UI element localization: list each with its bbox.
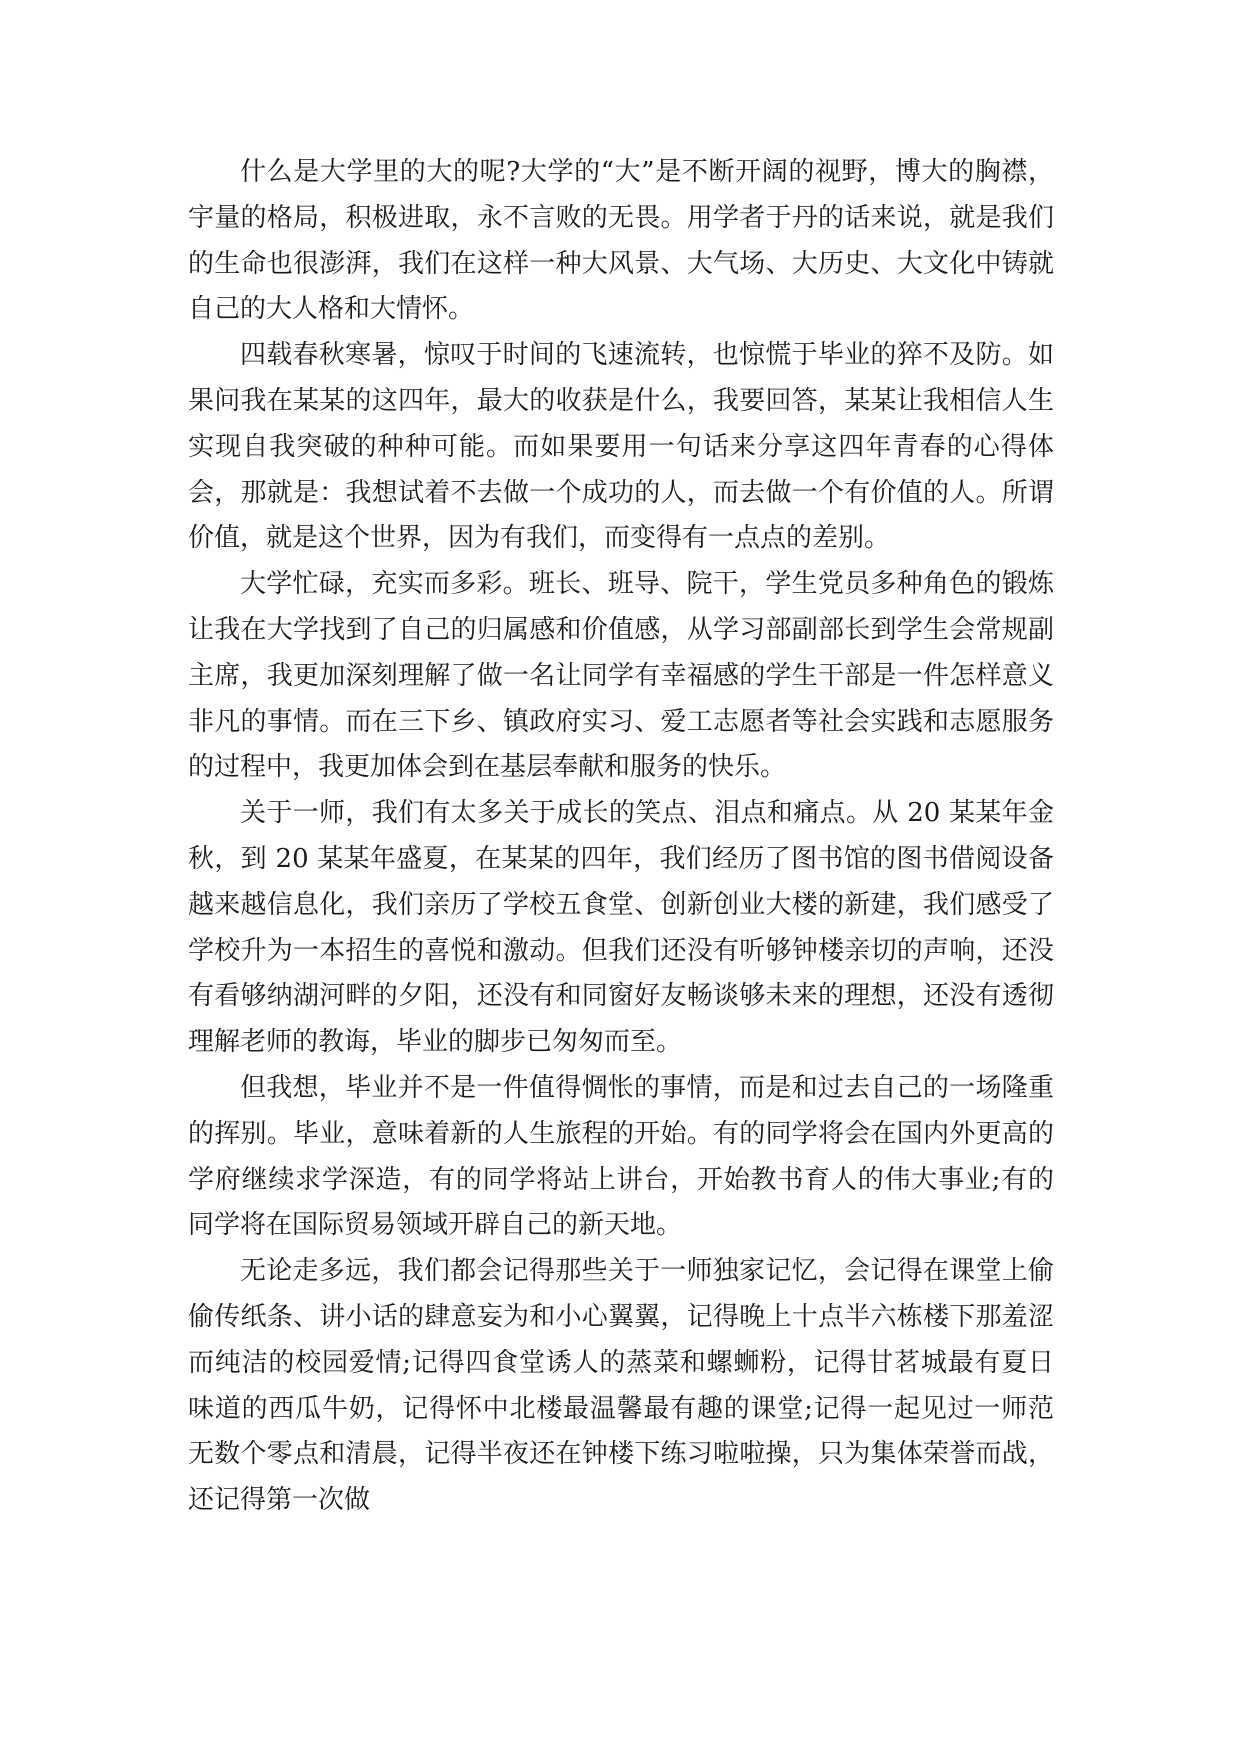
paragraph-5: 但我想，毕业并不是一件值得惆怅的事情，而是和过去自己的一场隆重的挥别。毕业，意味着新的人生旅程的开始。有的同学将会在国内外更高的学府继续求学深造，有的同学将站上讲台，开始教书育人的伟大事业;有的同学将在国际贸易领域开辟自己的新天地。 [188, 1072, 1054, 1241]
paragraph-6: 无论走多远，我们都会记得那些关于一师独家记忆，会记得在课堂上偷偷传纸条、讲小话的肆意妄为和小心翼翼，记得晚上十点半六栋楼下那羞涩而纯洁的校园爱情;记得四食堂诱人的蒸菜和螺蛳粉，记得甘茗城最有夏日味道的西瓜牛奶，记得怀中北楼最温馨最有趣的课堂;记得一起见过一师范无数个零点和清晨，记得半夜还在钟楼下练习啦啦操，只为集体荣誉而战，还记得第一次做 [188, 1256, 1054, 1516]
paragraph-4: 关于一师，我们有太多关于成长的笑点、泪点和痛点。从 20 某某年金秋，到 20 某某年盛夏，在某某的四年，我们经历了图书馆的图书借阅设备越来越信息化，我们亲历了学校五食堂、创新创业大楼的新建，我们感受了学校升为一本招生的喜悦和激动。但我们还没有听够钟楼亲切的声响，还没有看够纳湖河畔的夕阳，还没有和同窗好友畅谈够未来的理想，还没有透彻理解老师的教诲，毕业的脚步已匆匆而至。 [188, 798, 1054, 1058]
paragraph-3: 大学忙碌，充实而多彩。班长、班导、院干，学生党员多种角色的锻炼让我在大学找到了自己的归属感和价值感，从学习部副部长到学生会常规副主席，我更加深刻理解了做一名让同学有幸福感的学生干部是一件怎样意义非凡的事情。而在三下乡、镇政府实习、爱工志愿者等社会实践和志愿服务的过程中，我更加体会到在基层奉献和服务的快乐。 [188, 569, 1054, 783]
paragraph-1: 什么是大学里的大的呢?大学的“大”是不断开阔的视野，博大的胸襟，宇量的格局，积极进取，永不言败的无畏。用学者于丹的话来说，就是我们的生命也很澎湃，我们在这样一种大风景、大气场、大历史、大文化中铸就自己的大人格和大情怀。 [188, 157, 1054, 325]
paragraph-2: 四载春秋寒暑，惊叹于时间的飞速流转，也惊慌于毕业的猝不及防。如果问我在某某的这四年，最大的收获是什么，我要回答，某某让我相信人生实现自我突破的种种可能。而如果要用一句话来分享这四年青春的心得体会，那就是：我想试着不去做一个成功的人，而去做一个有价值的人。所谓价值，就是这个世界，因为有我们，而变得有一点点的差别。 [188, 340, 1054, 554]
document-body [188, 150, 1054, 1524]
